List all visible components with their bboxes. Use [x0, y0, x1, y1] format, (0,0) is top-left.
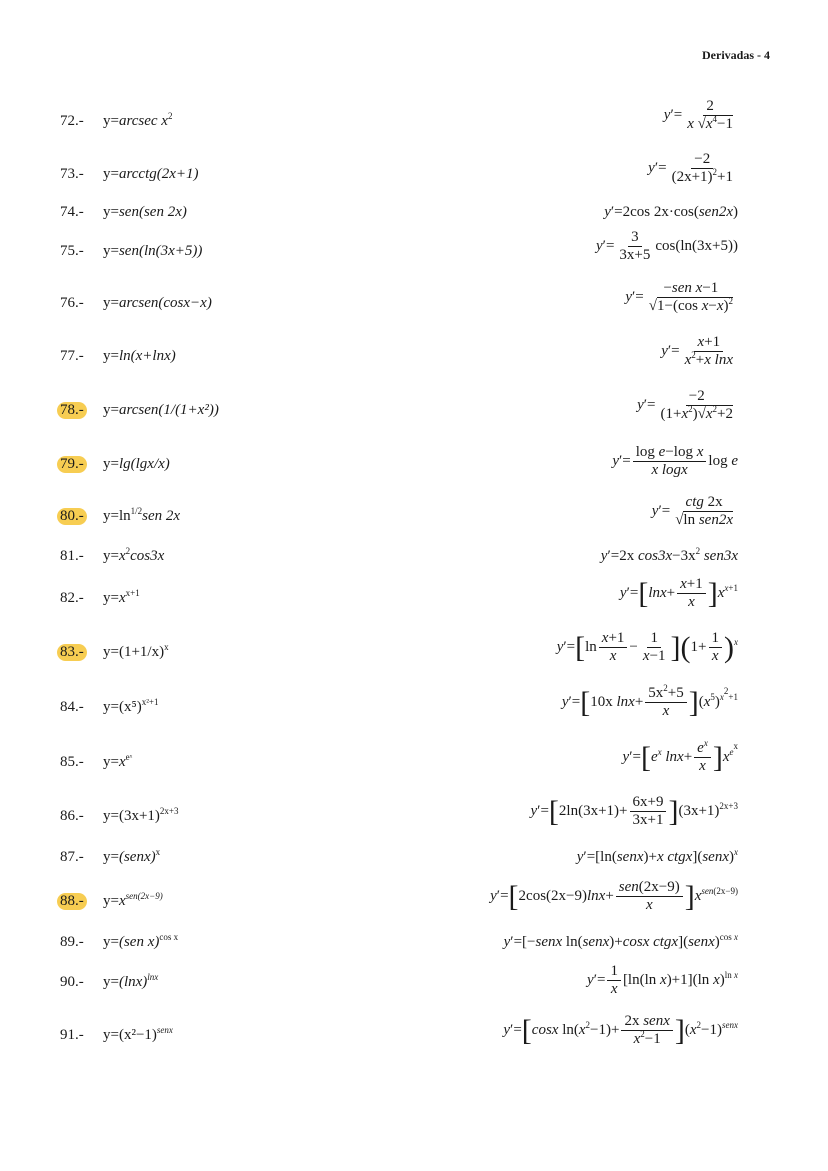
derivative-expression: y′= $\frac{-2}{(2x+1)^2+1}$ — [648, 151, 733, 186]
function-expression: y=arcsec $x^2$ — [103, 111, 173, 129]
derivative-expression: y′=[ln(senx)+x ctgx](senx)$^x$ — [576, 847, 738, 865]
derivative-expression: y′=[10x lnx+ $\frac{5x^2+5}{x}$ ]$(x^5)^{x^2+1}$ — [561, 683, 738, 720]
function-expression: y=ln(x+lnx) — [103, 348, 176, 364]
problem-number: 77.- — [60, 348, 84, 364]
problem-number: 74.- — [60, 204, 84, 220]
derivative-expression: y′= $\frac{-2}{(1+x^2)√x^2+2}$ — [637, 388, 733, 423]
function-expression: $y=(x^2-1)^{senx}$ — [103, 1025, 173, 1043]
function-expression: y=(sen x)$^{cos x}$ — [103, 932, 179, 950]
problem-number: 72.- — [60, 113, 84, 129]
derivative-expression: y′=[lnx+ $\frac{x+1}{x}$ ]$x^{x+1}$ — [619, 576, 738, 611]
derivative-expression: y′=[cosx $\ln(x^2-1)+$ $\frac{\text{2x senx}}{x^2-1}$ ]$(x^2-1)^{senx}$ — [503, 1013, 738, 1048]
derivative-expression: y′= $\frac{1}{x}$ [ln(ln x)+1](ln x)$^{ln x}$ — [587, 963, 738, 998]
problem-number: 86.- — [60, 808, 84, 824]
problem-number: 75.- — [60, 243, 84, 259]
problem-number: 80.- — [57, 508, 87, 525]
derivative-expression: $y'=[e^x$ lnx+ $\frac{e^x}{x}$ ]$x^{e^x}$ — [622, 738, 738, 775]
function-expression: $y=(3x+1)^{2x+3}$ — [103, 806, 179, 824]
function-expression: $y=x^2\cos 3x$ — [103, 546, 165, 564]
problem-number: 76.- — [60, 295, 84, 311]
problem-number: 78.- — [57, 402, 87, 419]
derivative-expression: y′= $\frac{\text{log e−log x}}{\text{x logx}}$ log e — [612, 444, 738, 479]
problem-number: 87.- — [60, 849, 84, 865]
derivative-expression: y′=[2cos(2x−9)lnx+ $\frac{\text{sen(2x−9)}}{x}$ ]$x^{sen(2x-9)}$ — [490, 879, 738, 914]
derivative-expression: y′=2x $\cos 3x-3x^2$ sen3x — [600, 546, 738, 564]
function-expression: y=arcsen(cosx−x) — [103, 295, 212, 311]
function-expression: y=(senx)$^x$ — [103, 847, 161, 865]
derivative-expression: y′= $\frac{\text{−sen x−1}}{√1-(\cos x-x)^2}$ — [625, 280, 733, 315]
derivative-expression: y′=[−senx ln(senx)+cosx ctgx](senx)$^{cos x}$ — [503, 932, 738, 950]
problem-number: 90.- — [60, 974, 84, 990]
problem-number: 82.- — [60, 590, 84, 606]
function-expression: $y=(1+1/x)^x$ — [103, 642, 169, 660]
function-expression: y=arcctg(2x+1) — [103, 166, 199, 182]
problem-number: 79.- — [57, 456, 87, 473]
derivative-expression: y′=2cos 2x·cos(sen2x) — [604, 204, 738, 220]
derivative-expression: y′= $\frac{x+1}{x^2+x \ln x}$ — [661, 334, 733, 369]
page-header: Derivadas - 4 — [702, 48, 770, 62]
function-expression: $y=\ln^{1/2}sen$ 2x — [103, 506, 181, 524]
derivative-expression: y′= $\frac{3}{3x+5}$ cos(ln(3x+5)) — [596, 229, 738, 264]
function-expression: $y=(\ln x)^{lnx}$ — [103, 972, 159, 990]
derivative-expression: y′= $\frac{\text{ctg 2x}}{\text{√ln sen2x}}$ — [651, 494, 733, 529]
function-expression: y=sen(ln(3x+5)) — [103, 243, 203, 259]
function-expression: y=sen(sen 2x) — [103, 204, 187, 220]
derivative-expression: y′= $\frac{2}{x √x^4-1}$ — [663, 98, 733, 133]
problem-number: 89.- — [60, 934, 84, 950]
function-expression: $y=x^{x+1}$ — [103, 588, 140, 606]
derivative-expression: y′=[2ln(3x+1)+ $\frac{6x+9}{3x+1}$ ]$(3x+1)^{2x+3}$ — [530, 794, 738, 829]
function-expression: $y=x^{eˣ}$ — [103, 752, 133, 770]
problem-number: 84.- — [60, 699, 84, 715]
problem-number: 73.- — [60, 166, 84, 182]
problem-number: 91.- — [60, 1027, 84, 1043]
problem-number: 81.- — [60, 548, 84, 564]
function-expression: $y=x^{sen(2x-9)}$ — [103, 891, 163, 909]
function-expression: $y=(x^5)^{x^2+1}$ — [103, 697, 159, 715]
derivative-expression: y′=[ln $\frac{x+1}{x}$ − $\frac{1}{x-1}$ ](1+ $\frac{1}{x}$ )$^x$ — [556, 630, 738, 665]
problem-number: 83.- — [57, 644, 87, 661]
problem-number: 85.- — [60, 754, 84, 770]
problem-number: 88.- — [57, 893, 87, 910]
function-expression: y=lg(lgx/x) — [103, 456, 170, 472]
function-expression: y=arcsen(1/(1+x²)) — [103, 402, 219, 418]
